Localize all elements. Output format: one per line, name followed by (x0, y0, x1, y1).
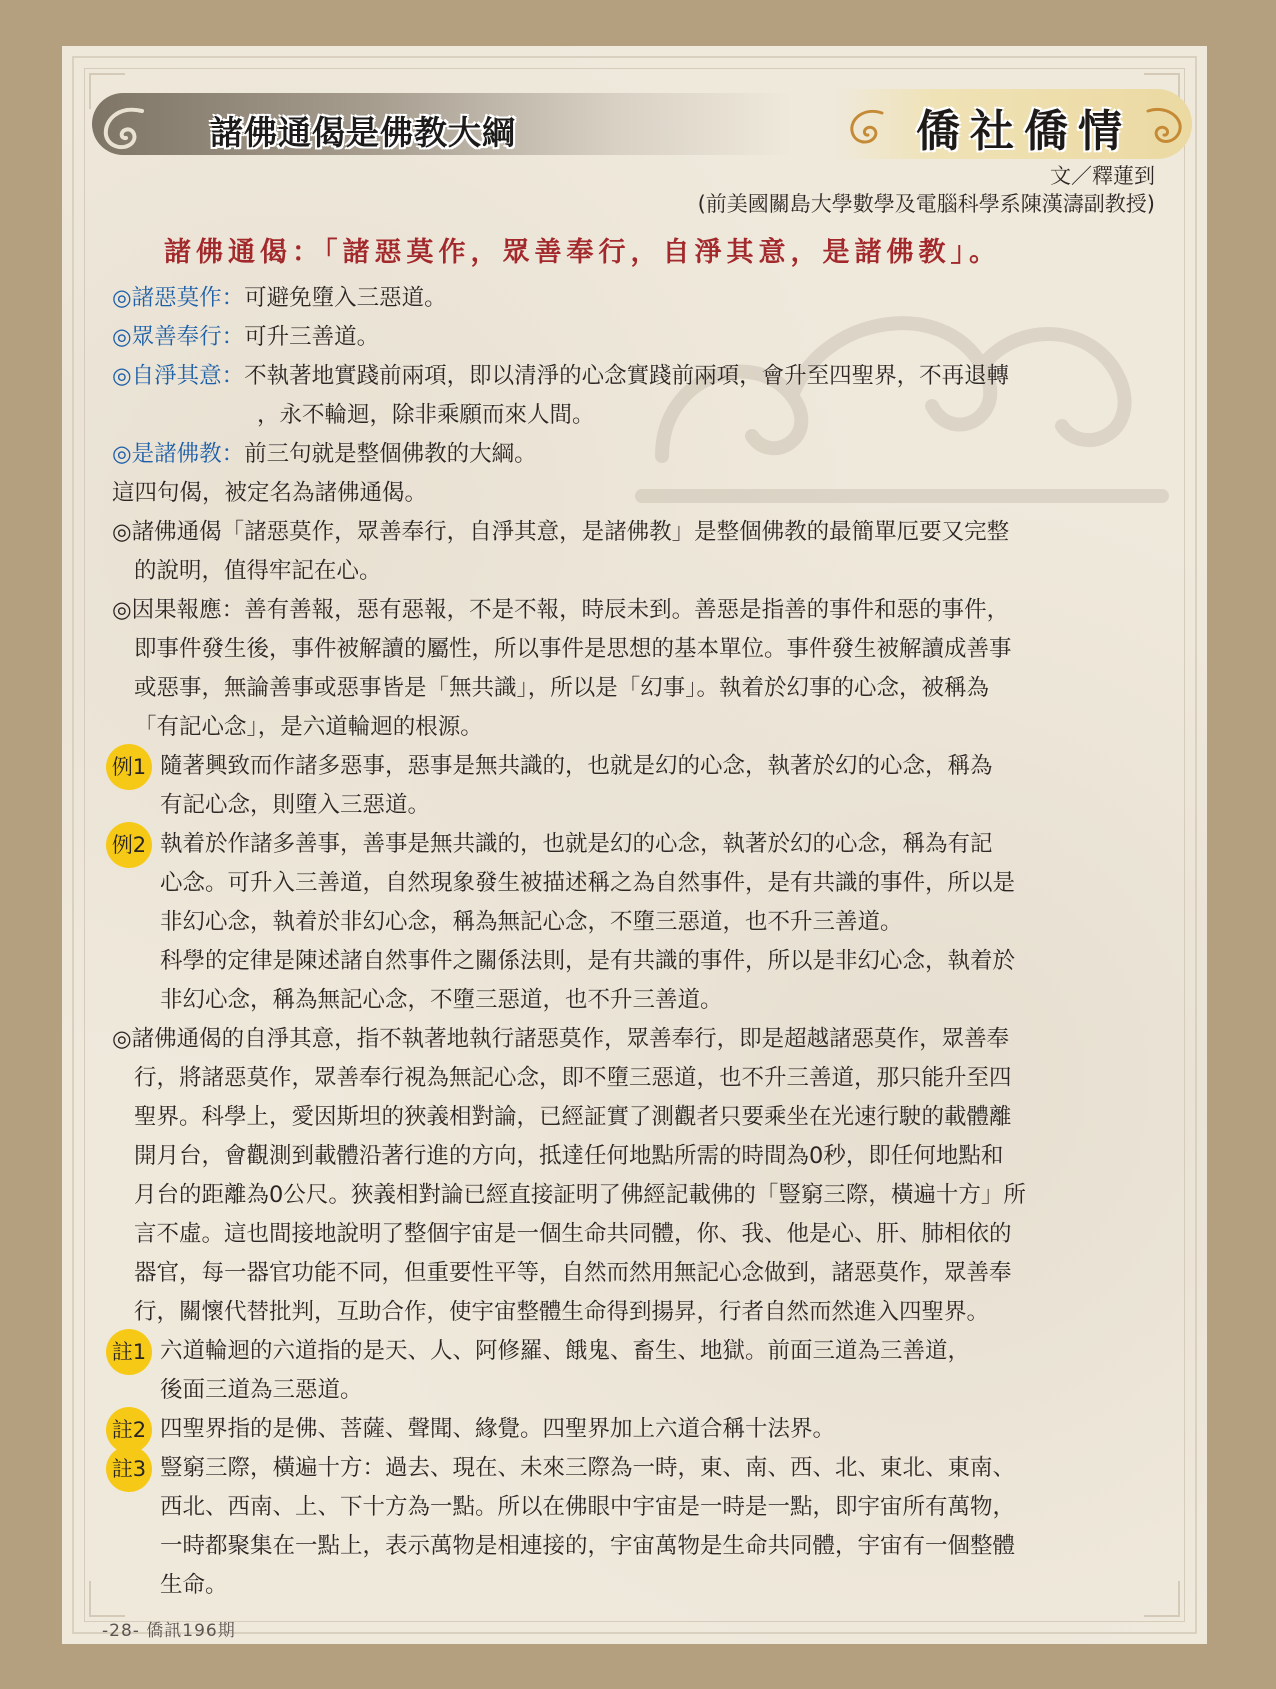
page-footer: -28- 僑訊196期 (102, 1621, 236, 1641)
note-item (112, 1410, 1192, 1449)
definition-term: ◎諸惡莫作： (112, 285, 245, 311)
example-text: 非幻心念，執着於非幻心念，稱為無記心念，不墮三惡道，也不升三善道。 (160, 909, 903, 935)
definition-text: 前三句就是整個佛教的大綱。 (244, 441, 537, 467)
definition-item (112, 279, 1192, 318)
note-item (112, 1332, 1192, 1371)
paragraph-line: ◎因果報應：善有善報，惡有惡報，不是不報，時辰未到。善惡是指善的事件和惡的事件， (112, 597, 1010, 623)
paragraph-line: 聖界。科學上，愛因斯坦的狹義相對論，已經証實了測觀者只要乘坐在光速行駛的載體離 (134, 1104, 1012, 1130)
author: 文／釋蓮到 (1050, 164, 1155, 188)
example-text: 科學的定律是陳述諸自然事件之關係法則，是有共識的事件，所以是非幻心念，執着於 (160, 948, 1016, 974)
note-text: 一時都聚集在一點上，表示萬物是相連接的，宇宙萬物是生命共同體，宇宙有一個整體 (160, 1533, 1016, 1559)
paragraph-line: 這四句偈，被定名為諸佛通偈。 (112, 480, 428, 506)
example-item (112, 825, 1192, 864)
definition-text: 不執著地實踐前兩項，即以清淨的心念實踐前兩項，會升至四聖界，不再退轉 (244, 363, 1010, 389)
column-name: 僑社僑情 (916, 106, 1132, 157)
swirl-ornament-icon (1138, 99, 1190, 151)
title-band (92, 93, 792, 155)
note-text: 後面三道為三惡道。 (160, 1377, 363, 1403)
definition-item (112, 318, 1192, 357)
example-badge: 例1 (106, 744, 152, 790)
paragraph-line: 行，關懷代替批判，互助合作，使宇宙整體生命得到揚昇，行者自然而然進入四聖界。 (134, 1299, 990, 1325)
definition-term: ◎是諸佛教： (112, 441, 245, 467)
paragraph-line: 月台的距離為0公尺。狹義相對論已經直接証明了佛經記載佛的「豎窮三際，橫遍十方」所 (134, 1182, 1026, 1208)
article-body (112, 279, 1192, 1605)
note-text: 六道輪迴的六道指的是天、人、阿修羅、餓鬼、畜生、地獄。前面三道為三善道， (160, 1338, 971, 1364)
definition-item (112, 357, 1192, 396)
note-text: 豎窮三際，橫遍十方：過去、現在、未來三際為一時，東、南、西、北、東北、東南、 (160, 1455, 1016, 1481)
definition-item (112, 435, 1192, 474)
note-badge: 註1 (106, 1329, 152, 1375)
author-affiliation: (前美國關島大學數學及電腦科學系陳漢濤副教授) (697, 192, 1155, 216)
paragraph-line: 行，將諸惡莫作，眾善奉行視為無記心念，即不墮三惡道，也不升三善道，那只能升至四 (134, 1065, 1012, 1091)
example-text: 執着於作諸多善事，善事是無共識的，也就是幻的心念，執著於幻的心念，稱為有記 (160, 831, 993, 857)
example-text: 有記心念，則墮入三惡道。 (160, 792, 431, 818)
note-text: 生命。 (160, 1572, 228, 1598)
paragraph-line: 器官，每一器官功能不同，但重要性平等，自然而然用無記心念做到，諸惡莫作，眾善奉 (134, 1260, 1012, 1286)
paragraph-line: 開月台，會觀測到載體沿著行進的方向，抵達任何地點所需的時間為0秒，即任何地點和 (134, 1143, 1004, 1169)
paragraph-line: 或惡事，無論善事或惡事皆是「無共識」，所以是「幻事」。執着於幻事的心念，被稱為 (134, 675, 990, 701)
definition-term: ◎自淨其意： (112, 363, 245, 389)
note-text: 西北、西南、上、下十方為一點。所以在佛眼中宇宙是一時是一點，即宇宙所有萬物， (160, 1494, 1016, 1520)
example-text: 心念。可升入三善道，自然現象發生被描述稱之為自然事件，是有共識的事件，所以是 (160, 870, 1016, 896)
paragraph-line: 「有記心念」，是六道輪迴的根源。 (134, 714, 483, 740)
byline (698, 162, 1155, 218)
paragraph-line: ◎諸佛通偈「諸惡莫作，眾善奉行，自淨其意，是諸佛教」是整個佛教的最簡單厄要又完整 (112, 519, 1010, 545)
example-badge: 例2 (106, 822, 152, 868)
definition-text: 可避免墮入三惡道。 (244, 285, 447, 311)
swirl-ornament-icon (842, 101, 892, 151)
example-text: 非幻心念，稱為無記心念，不墮三惡道，也不升三善道。 (160, 987, 723, 1013)
definition-continuation: ，永不輪迴，除非乘願而來人間。 (257, 402, 595, 428)
note-item (112, 1449, 1192, 1488)
definition-text: 可升三善道。 (244, 324, 380, 350)
paragraph-line: 的說明，值得牢記在心。 (134, 558, 382, 584)
paragraph-line: 言不虛。這也間接地說明了整個宇宙是一個生命共同體，你、我、他是心、肝、肺相依的 (134, 1221, 1012, 1247)
swirl-ornament-icon (98, 101, 152, 155)
header-banner (92, 89, 1192, 159)
definition-term: ◎眾善奉行： (112, 324, 245, 350)
note-badge: 註2 (106, 1407, 152, 1453)
article-page (62, 46, 1207, 1644)
example-text: 隨著興致而作諸多惡事，惡事是無共識的，也就是幻的心念，執著於幻的心念，稱為 (160, 753, 993, 779)
paragraph-line: 即事件發生後，事件被解讀的屬性，所以事件是思想的基本單位。事件發生被解讀成善事 (134, 636, 1012, 662)
article-title: 諸佛通偈是佛教大綱 (210, 113, 516, 152)
example-item (112, 747, 1192, 786)
note-badge: 註3 (106, 1446, 152, 1492)
column-band (832, 89, 1192, 159)
note-text: 四聖界指的是佛、菩薩、聲聞、緣覺。四聖界加上六道合稱十法界。 (160, 1416, 836, 1442)
paragraph-line: ◎諸佛通偈的自淨其意，指不執著地執行諸惡莫作，眾善奉行，即是超越諸惡莫作，眾善奉 (112, 1026, 1010, 1052)
verse-heading: 諸佛通偈：「諸惡莫作，眾善奉行，自淨其意，是諸佛教」。 (164, 237, 1001, 268)
